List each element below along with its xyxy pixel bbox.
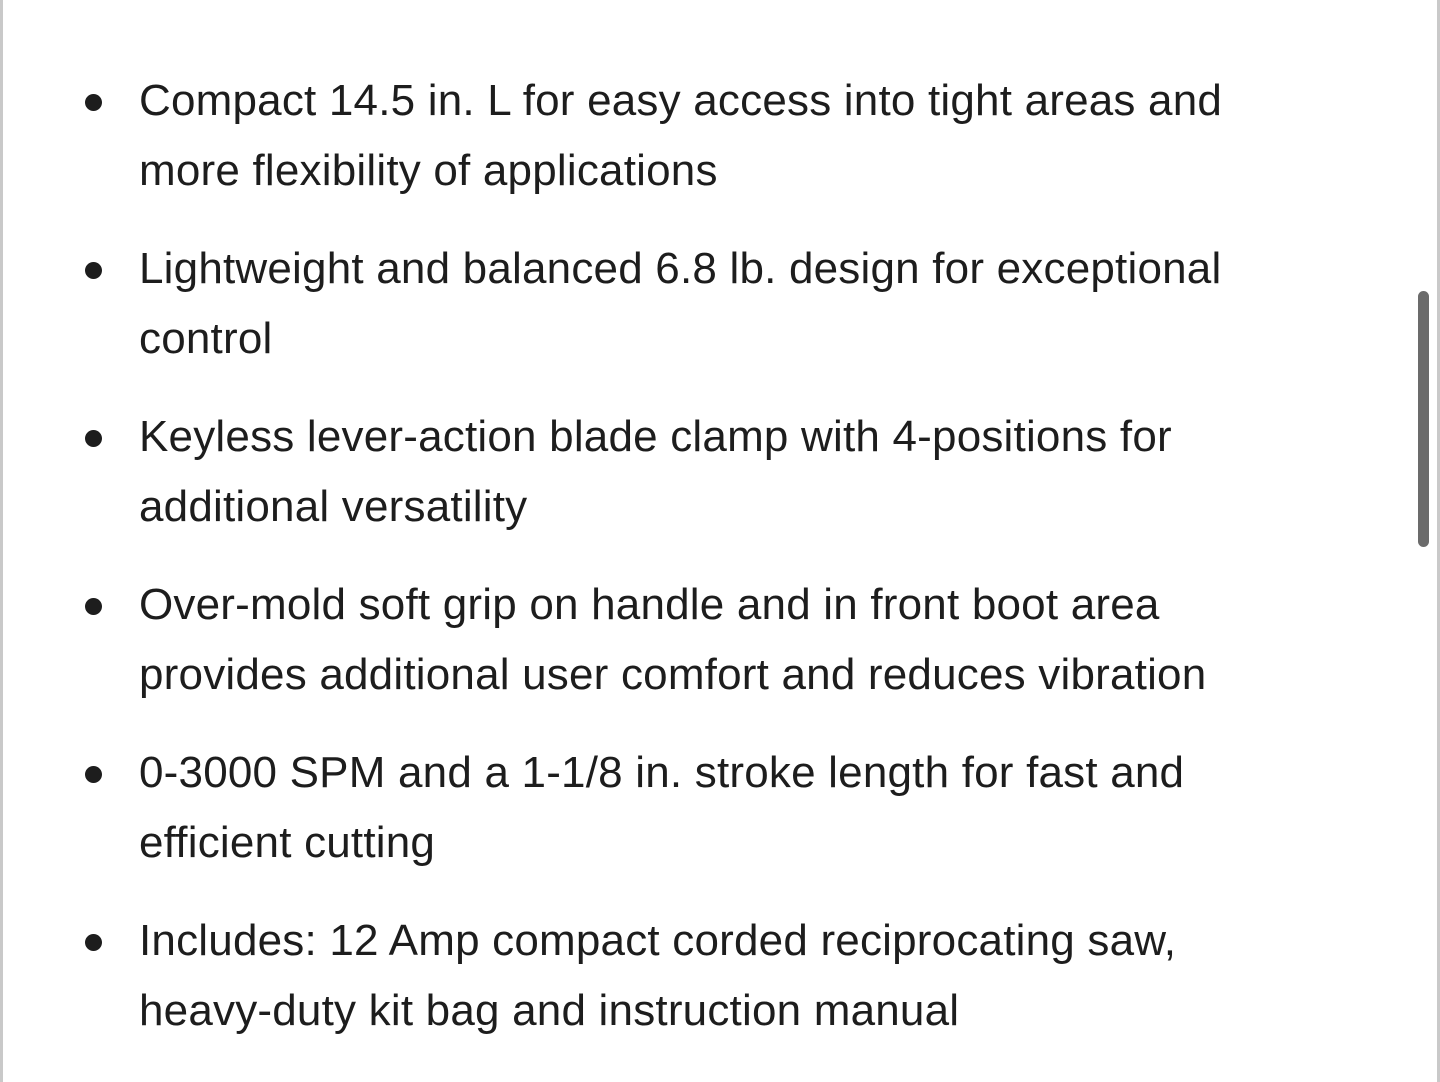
feature-text: Over-mold soft grip on handle and in front boot area provides additional user comfort and reduces vibration	[139, 580, 1207, 699]
feature-text: Includes: 12 Amp compact corded reciprocating saw, heavy-duty kit bag and instruction manual	[139, 916, 1177, 1035]
feature-text: Lightweight and balanced 6.8 lb. design for exceptional control	[139, 244, 1222, 363]
bullet-icon	[85, 430, 102, 447]
feature-list	[0, 66, 1380, 1074]
bullet-icon	[85, 766, 102, 783]
feature-text: Keyless lever-action blade clamp with 4-positions for additional versatility	[139, 412, 1172, 531]
feature-item	[0, 906, 1319, 1046]
bullet-icon	[85, 934, 102, 951]
feature-item	[0, 738, 1319, 878]
feature-item	[0, 234, 1319, 374]
feature-text: 0-3000 SPM and a 1-1/8 in. stroke length for fast and efficient cutting	[139, 748, 1185, 867]
bullet-icon	[85, 262, 102, 279]
scrollbar-thumb[interactable]	[1418, 291, 1429, 547]
feature-item	[0, 402, 1319, 542]
feature-item	[0, 570, 1319, 710]
feature-text: Compact 14.5 in. L for easy access into tight areas and more flexibility of applications	[139, 76, 1223, 195]
feature-item	[0, 66, 1319, 206]
bullet-icon	[85, 94, 102, 111]
bullet-icon	[85, 598, 102, 615]
